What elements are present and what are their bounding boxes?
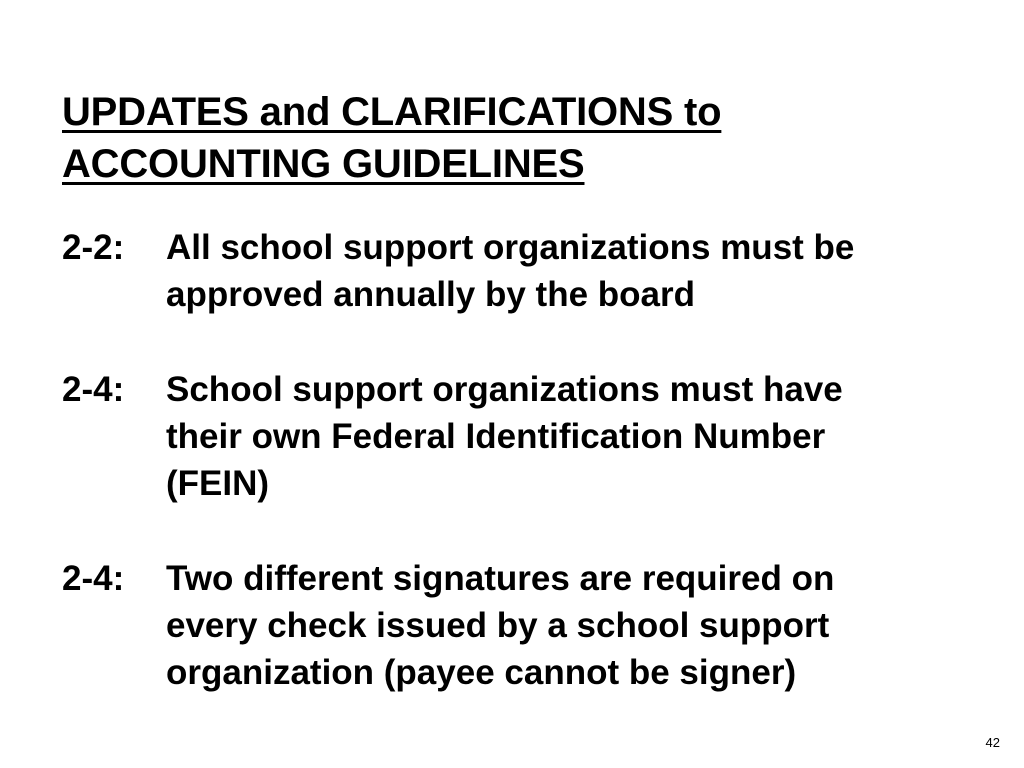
title-line-2: ACCOUNTING GUIDELINES [62, 142, 585, 186]
guideline-text-line: All school support organizations must be [166, 228, 855, 267]
guideline-item-2-2 [62, 224, 982, 318]
guideline-number: 2-2: [62, 228, 125, 267]
guideline-text-line: their own Federal Identification Number [166, 417, 826, 456]
guideline-text [166, 224, 982, 318]
guideline-text-line: (FEIN) [166, 464, 270, 503]
guideline-text-line: approved annually by the board [166, 275, 695, 314]
guideline-item-2-4-signatures [62, 555, 982, 696]
guideline-text-line: every check issued by a school support [166, 606, 830, 645]
page-number: 42 [985, 735, 1000, 750]
guideline-number: 2-4: [62, 559, 125, 598]
guideline-text-line: School support organizations must have [166, 370, 843, 409]
guideline-item-2-4-fein [62, 366, 982, 507]
guideline-text [166, 366, 982, 507]
guideline-text [166, 555, 982, 696]
guideline-text-line: organization (payee cannot be signer) [166, 653, 797, 692]
guideline-text-line: Two different signatures are required on [166, 559, 835, 598]
slide-title [62, 86, 962, 190]
title-line-1: UPDATES and CLARIFICATIONS to [62, 90, 722, 134]
guideline-number: 2-4: [62, 370, 125, 409]
guideline-list [62, 224, 982, 696]
